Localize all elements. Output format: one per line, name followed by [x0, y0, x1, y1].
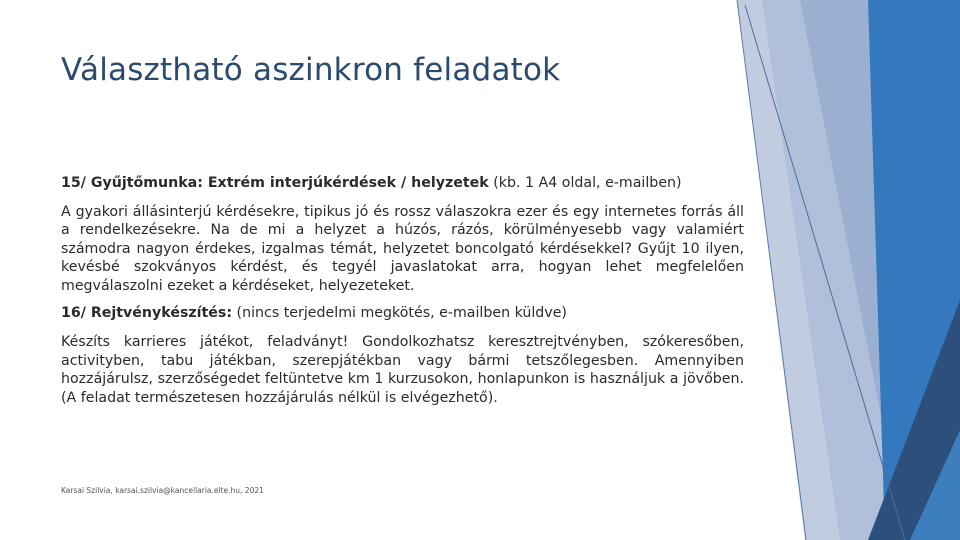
slide-content — [61, 174, 744, 408]
item-15-heading — [61, 174, 744, 193]
item-16-scope: (nincs terjedelmi megkötés, e-mailben küldve) — [232, 304, 567, 321]
item-16-heading — [61, 304, 744, 323]
item-15-body: A gyakori állásinterjú kérdésekre, tipikus jó és rossz válaszokra ezer és egy internetes forrás áll a rendelkezésekre. Na de mi a helyzet a húzós, rázós, körülményesebb vagy valamiért számodra nagyon érdekes, izgalmas témát, helyzetet boncolgató kérdésekkel? Gyűjt 10 ilyen, kevésbé szokványos kérdést, és tegyél javaslatokat arra, hogyan lehet megfelelően megválaszolni ezeket a kérdéseket, helyezeteket. — [61, 203, 744, 294]
item-15-title: 15/ Gyűjtőmunka: Extrém interjúkérdések / helyzetek — [61, 175, 489, 191]
slide-title: Választható aszinkron feladatok — [61, 52, 561, 88]
item-16-body: Készíts karrieres játékot, feladványt! Gondolkozhatsz keresztrejtvényben, szókeresőben, activityben, tabu játékban, szerepjátékban vagy bármi tetszőlegesben. Amennyiben hozzájárulsz, szerzőségedet feltüntetve km 1 kurzusokon, honlapunkon is használjuk a jövőben. (A feladat természetesen hozzájárulás nélkül is elvégezhető). — [61, 334, 744, 406]
slide-footer: Karsai Szilvia, karsai.szilvia@kancellaria.elte.hu, 2021 — [61, 486, 264, 495]
item-16-title: 16/ Rejtvénykészítés: — [61, 304, 233, 321]
item-15-scope: (kb. 1 A4 oldal, e-mailben) — [488, 175, 682, 191]
